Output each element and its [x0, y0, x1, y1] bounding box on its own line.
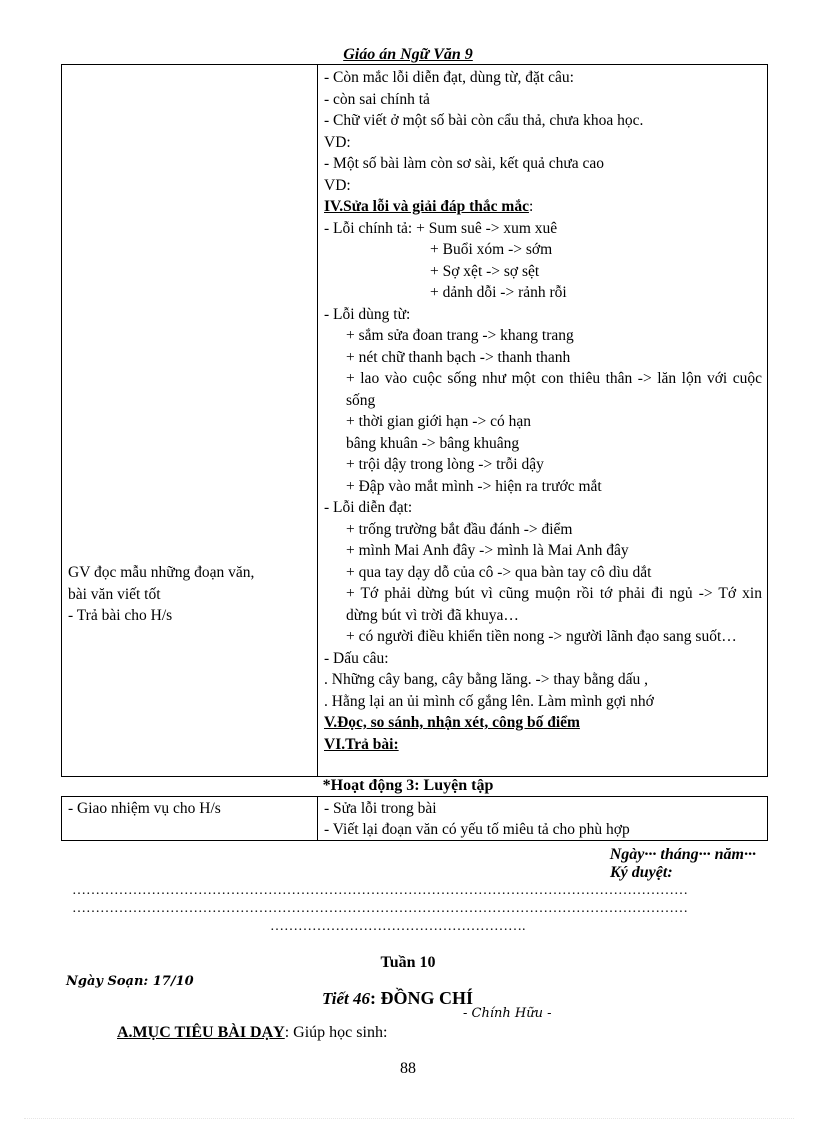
content-line: + thời gian giới hạn -> có hạn: [346, 413, 531, 430]
section-heading: V.Đọc, so sánh, nhận xét, công bố điểm: [324, 714, 580, 731]
content-line: + dảnh dỗi -> rảnh rỗi: [430, 284, 567, 301]
lesson-number: Tiết 46: [322, 989, 370, 1008]
objectives-label: A.MỤC TIÊU BÀI DẠY: [117, 1024, 285, 1041]
content-line: + nét chữ thanh bạch -> thanh thanh: [346, 348, 571, 366]
prep-date: Ngày Soạn: 17/10: [66, 974, 194, 989]
content-line: . Những cây bang, cây bằng lăng. -> thay bằng dấu ,: [324, 671, 649, 688]
content-line: + trội dậy trong lòng -> trỗi dậy: [346, 456, 544, 473]
teacher-line: GV đọc mẫu những đoạn văn,: [68, 564, 255, 581]
content-line: . Hằng lại an ủi mình cố gắng lên. Làm mình gợi nhớ: [324, 692, 654, 710]
content-line: + Tớ phải dừng bút vì cũng muộn rồi tớ phải đi ngủ -> Tớ xin dừng bút vì trời đã khuya…: [346, 585, 762, 624]
content-line: bâng khuân -> bâng khuâng: [346, 434, 520, 452]
content-line: + Đập vào mắt mình -> hiện ra trước mắt: [346, 477, 602, 495]
activity-3-heading: *Hoạt động 3: Luyện tập: [322, 777, 494, 794]
content-line: - Chữ viết ở một số bài còn cẩu thả, chưa khoa học.: [324, 112, 644, 129]
objectives-heading: [117, 1024, 387, 1042]
content-line: [324, 734, 762, 756]
content-line: + trống trường bắt đầu đánh -> điểm: [346, 520, 573, 538]
column-divider: [317, 797, 318, 840]
section-heading: IV.Sửa lỗi và giải đáp thắc mắc: [324, 198, 529, 215]
practice-task: - Giao nhiệm vụ cho H/s: [68, 800, 221, 817]
section-heading: VI.Trả bài:: [324, 735, 399, 753]
content-column: [324, 67, 762, 755]
heading-suffix: :: [528, 198, 534, 215]
practice-line: - Viết lại đoạn văn có yếu tố miêu tả cho phù hợp: [324, 821, 630, 838]
content-line: + Buổi xóm -> sớm: [430, 241, 553, 258]
author-name: - Chính Hữu -: [463, 1006, 552, 1021]
dotted-line: ……………………………………………………………………………………………………………………: [72, 883, 688, 898]
practice-content: [324, 798, 630, 840]
content-line: + sắm sửa đoan trang -> khang trang: [346, 327, 574, 344]
column-divider: [317, 65, 318, 776]
footer-rule: [24, 1118, 794, 1119]
teacher-line: bài văn viết tốt: [68, 585, 161, 603]
content-line: VD:: [324, 133, 351, 151]
content-line: - Lỗi chính tả: + Sum suê -> xum xuê: [324, 219, 558, 237]
lesson-name: : ĐỒNG CHÍ: [370, 988, 473, 1008]
content-line: VD:: [324, 176, 351, 194]
page-number: 88: [400, 1060, 416, 1077]
objectives-text: : Giúp học sinh:: [284, 1024, 388, 1041]
teacher-line: - Trả bài cho H/s: [68, 607, 173, 624]
lesson-title: [322, 988, 473, 1009]
content-line: + Sợ xệt -> sợ sệt: [430, 262, 540, 280]
content-line: - Còn mắc lỗi diễn đạt, dùng từ, đặt câu:: [324, 69, 574, 86]
content-line: - Dấu câu:: [324, 649, 389, 667]
week-title: Tuần 10: [380, 954, 436, 971]
content-line: + có người điều khiển tiền nong -> người lãnh đạo sang suốt…: [346, 628, 737, 645]
dotted-line: ……………………………………………….: [270, 919, 526, 934]
dotted-line: ……………………………………………………………………………………………………………………: [72, 901, 688, 916]
content-line: - Lỗi dùng từ:: [324, 305, 411, 323]
content-line: [324, 712, 762, 734]
content-line: - còn sai chính tả: [324, 90, 430, 108]
date-line: Ngày··· tháng··· năm···: [609, 846, 756, 863]
teacher-activity-column: [68, 562, 314, 627]
practice-line: - Sửa lỗi trong bài: [324, 800, 437, 817]
page-header: Giáo án Ngữ Văn 9: [343, 46, 473, 63]
content-line: [324, 196, 762, 218]
content-line: + lao vào cuộc sống như một con thiêu thân -> lăn lộn với cuộc sống: [346, 370, 762, 409]
content-line: - Một số bài làm còn sơ sài, kết quả chưa cao: [324, 155, 605, 172]
content-line: - Lỗi diễn đạt:: [324, 499, 413, 516]
content-line: + qua tay dạy dỗ của cô -> qua bàn tay cô dìu dắt: [346, 563, 652, 581]
content-line: + mình Mai Anh đây -> mình là Mai Anh đây: [346, 542, 629, 559]
approval-label: Ký duyệt:: [610, 864, 673, 881]
